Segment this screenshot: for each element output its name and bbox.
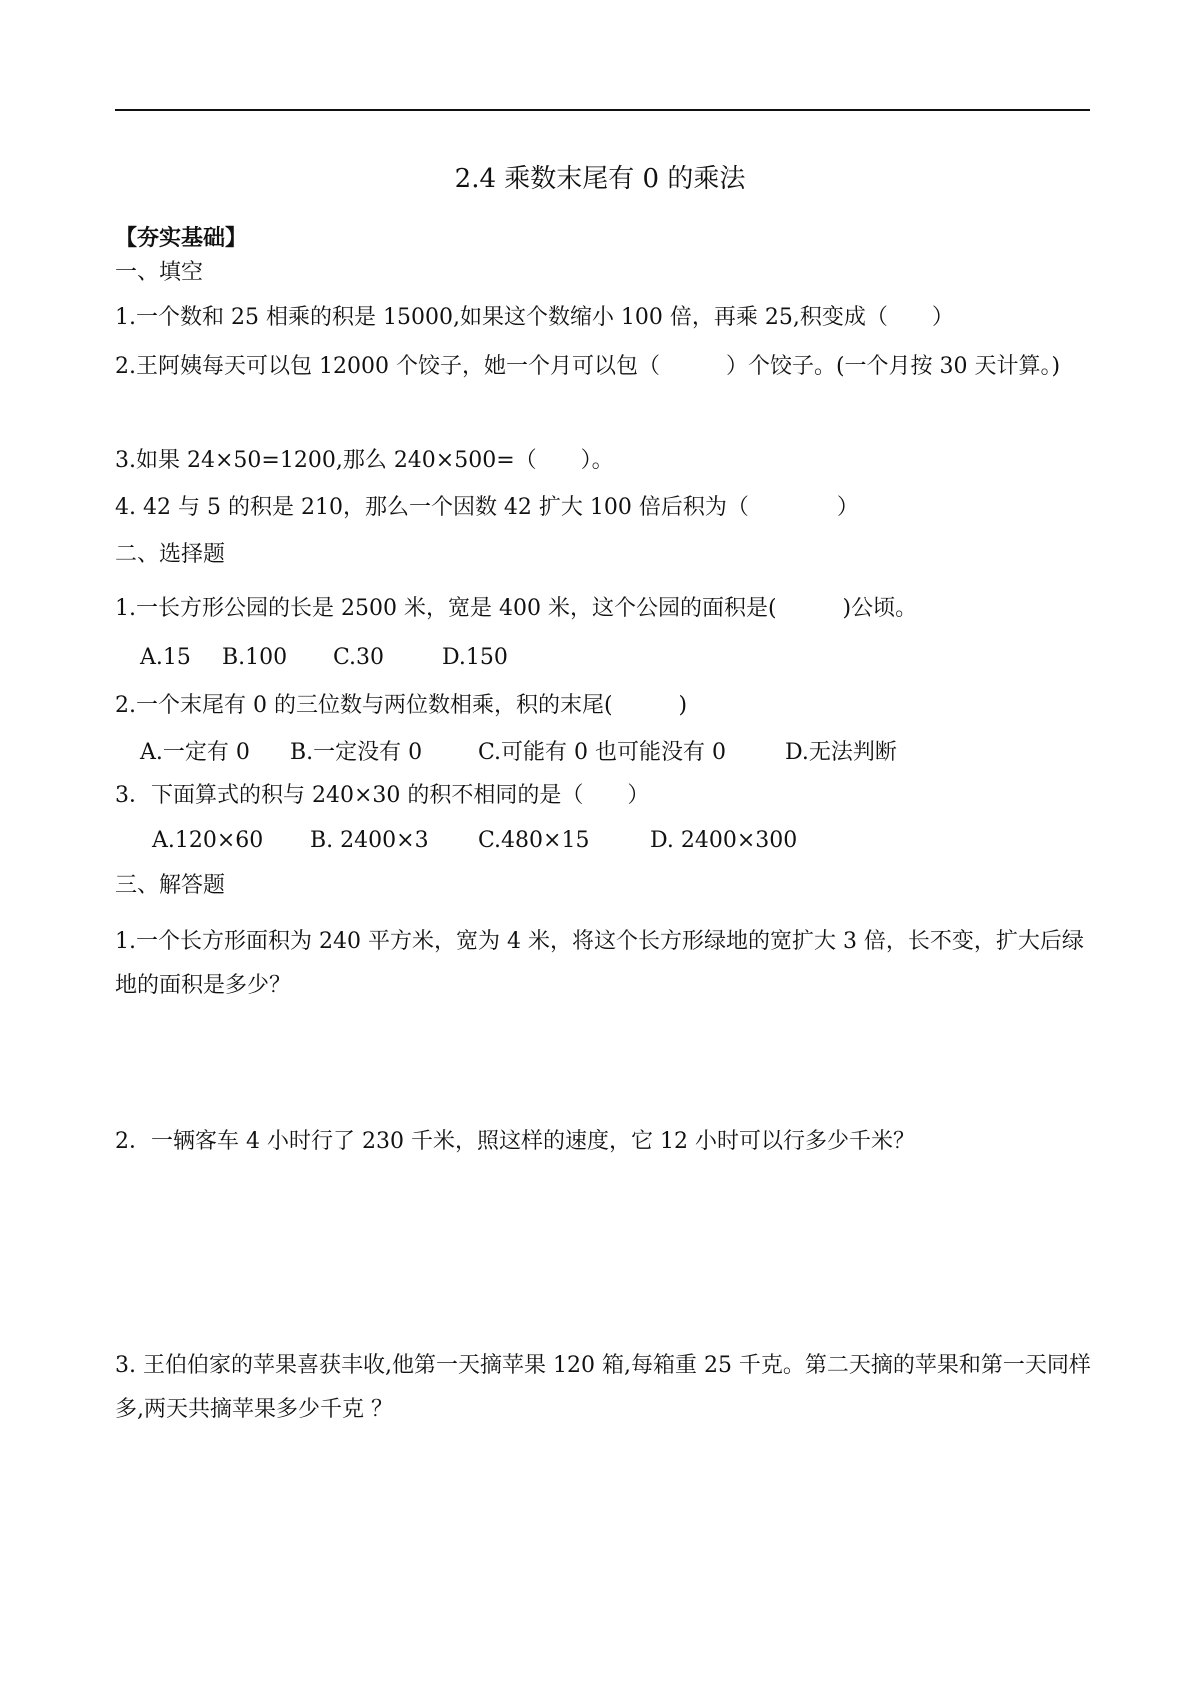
fill-question-1: 1.一个数和 25 相乘的积是 15000,如果这个数缩小 100 倍，再乘 25,积变成（ ） [115, 305, 954, 330]
answer-question-1: 1.一个长方形面积为 240 平方米，宽为 4 米，将这个长方形绿地的宽扩大 3 倍，长不变，扩大后绿地的面积是多少？ [115, 929, 1084, 998]
option-d: D.150 [442, 645, 508, 670]
option-d: D.无法判断 [785, 740, 897, 765]
page-title: 2.4 乘数末尾有 0 的乘法 [454, 164, 746, 194]
option-a: A.一定有 0 [140, 740, 250, 765]
option-c: C.30 [333, 645, 385, 670]
part2-heading: 二、选择题 [115, 542, 226, 567]
option-d: D. 2400×300 [650, 828, 798, 853]
option-a: A.15 [140, 645, 191, 670]
part3-heading: 三、解答题 [115, 873, 226, 898]
answer-question-3: 3. 王伯伯家的苹果喜获丰收,他第一天摘苹果 120 箱,每箱重 25 千克。第二天摘的苹果和第一天同样多,两天共摘苹果多少千克 ？ [115, 1353, 1091, 1422]
fill-question-2: 2.王阿姨每天可以包 12000 个饺子，她一个月可以包（ ）个饺子。(一个月按 30 天计算。) [115, 354, 1061, 379]
option-c: C.可能有 0 也可能没有 0 [478, 740, 727, 765]
option-b: B. 2400×3 [310, 828, 429, 853]
option-c: C.480×15 [478, 828, 590, 853]
fill-question-3: 3.如果 24×50=1200,那么 240×500=（ ）。 [115, 448, 614, 473]
fill-question-4: 4. 42 与 5 的积是 210，那么一个因数 42 扩大 100 倍后积为（ ） [115, 495, 859, 520]
header-rule [115, 109, 1090, 111]
option-a: A.120×60 [152, 828, 264, 853]
choice-question-1: 1.一长方形公园的长是 2500 米，宽是 400 米，这个公园的面积是( )公顷。 [115, 596, 918, 621]
answer-question-2: 2．一辆客车 4 小时行了 230 千米，照这样的速度，它 12 小时可以行多少千米？ [115, 1129, 915, 1154]
part1-heading: 一、填空 [115, 260, 204, 285]
choice-question-3: 3．下面算式的积与 240×30 的积不相同的是（ ） [115, 783, 650, 808]
section-header: 【夯实基础】 [115, 225, 248, 251]
choice-question-2: 2.一个末尾有 0 的三位数与两位数相乘，积的末尾( ) [115, 693, 688, 718]
option-b: B.一定没有 0 [290, 740, 423, 765]
option-b: B.100 [222, 645, 288, 670]
